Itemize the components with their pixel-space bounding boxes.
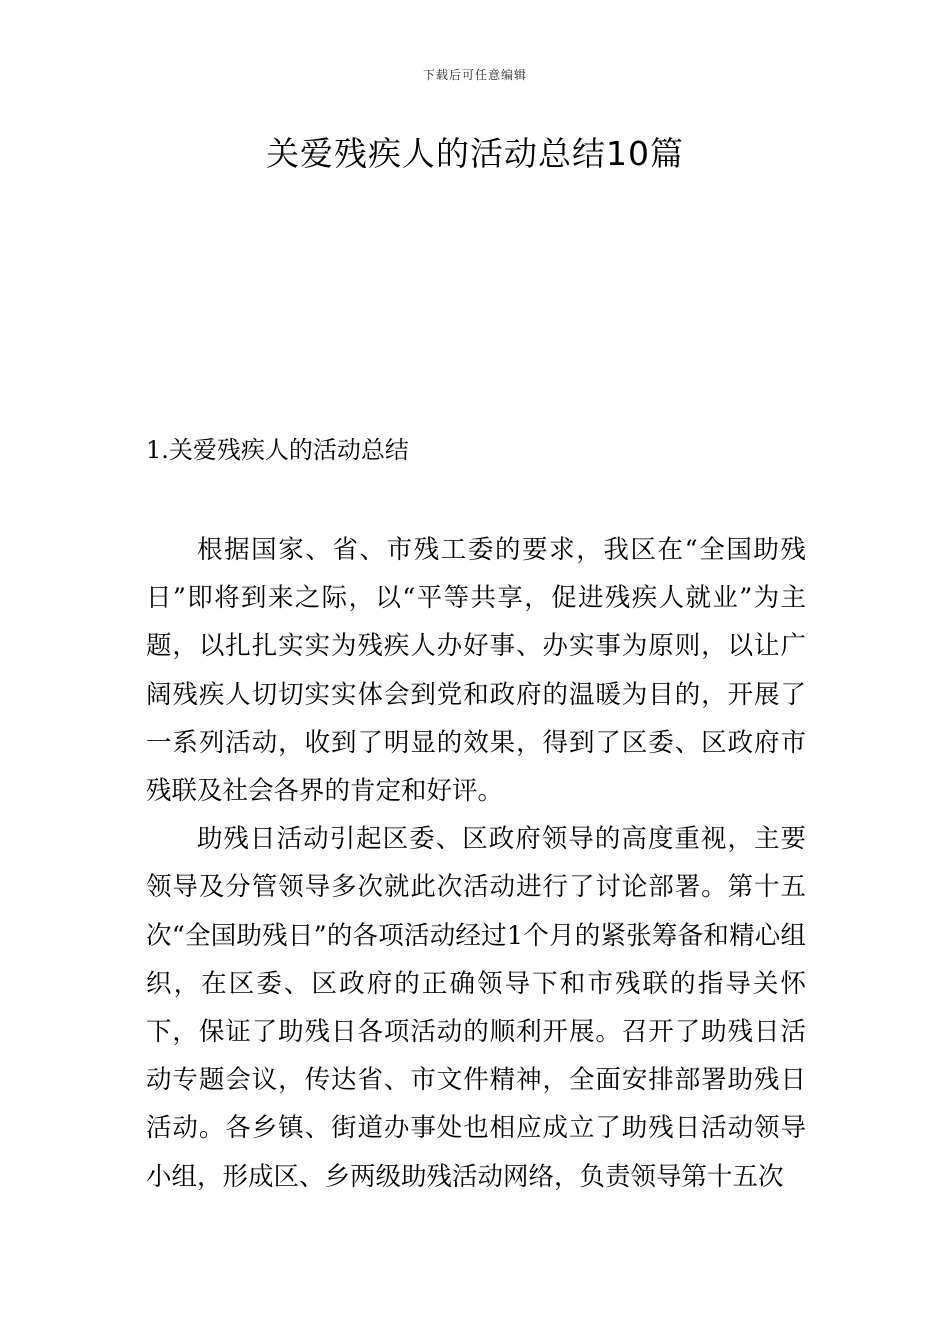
section-heading: 1.关爱残疾人的活动总结 [146,436,409,464]
paragraph-1: 根据国家、省、市残工委的要求，我区在“全国助残日”即将到来之际，以“平等共享，促进残疾人就业”为主题，以扎扎实实为残疾人办好事、办实事为原则，以让广阔残疾人切切实实体会到党和政府的温暖为目的，开展了一系列活动，收到了明显的效果，得到了区委、区政府市残联及社会各界的肯定和好评。 [146,535,806,807]
header-note: 下载后可任意编辑 [422,68,527,82]
paragraph-2: 助残日活动引起区委、区政府领导的高度重视，主要领导及分管领导多次就此次活动进行了讨论部署。第十五次“全国助残日”的各项活动经过1个月的紧张筹备和精心组织，在区委、区政府的正确领导下和市残联的指导关怀下，保证了助残日各项活动的顺利开展。召开了助残日活动专题会议，传达省、市文件精神，全面安排部署助残日活动。各乡镇、街道办事处也相应成立了助残日活动领导小组，形成区、乡两级助残活动网络，负责领导第十五次 [146,824,806,1192]
body-text [146,526,806,1201]
document-title: 关爱残疾人的活动总结10篇 [266,134,684,173]
